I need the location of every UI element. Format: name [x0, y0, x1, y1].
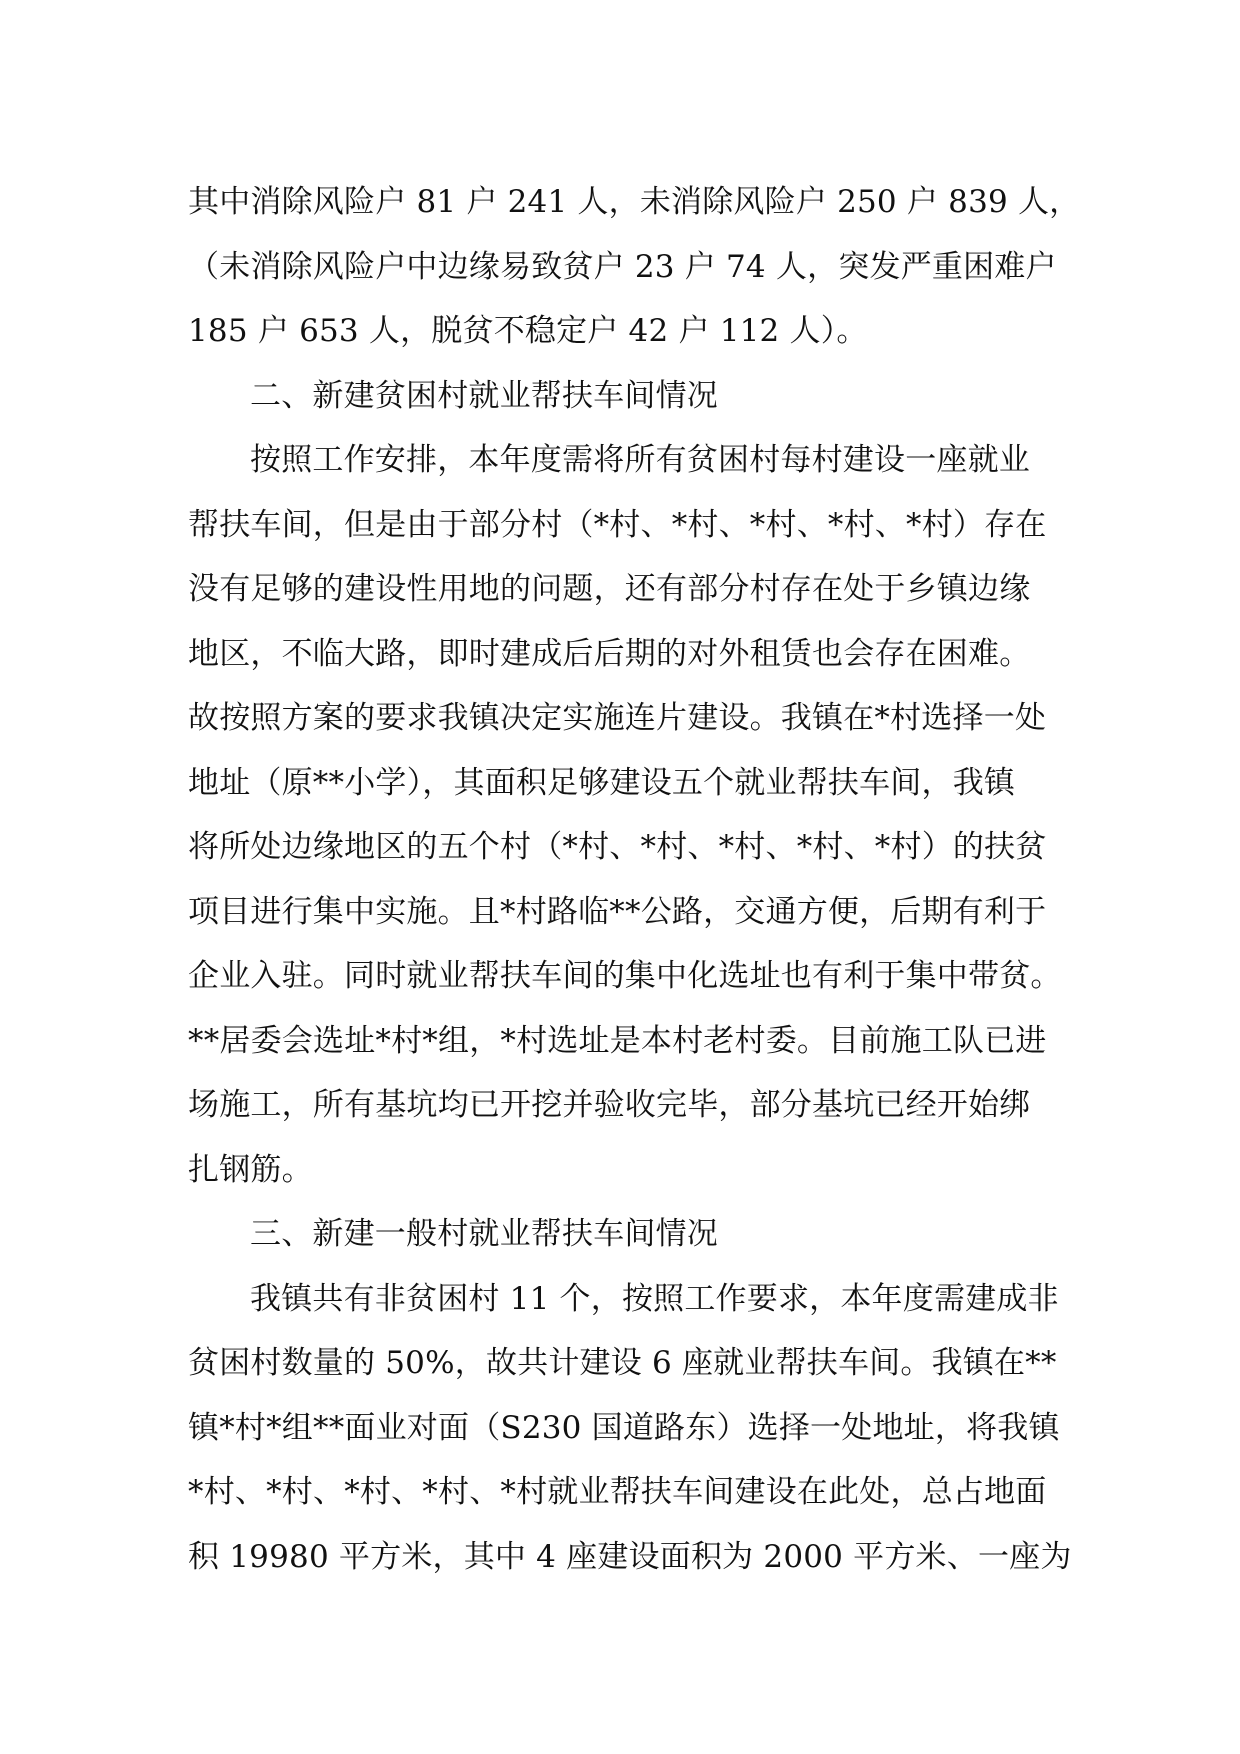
text-line: 我镇共有非贫困村 11 个，按照工作要求，本年度需建成非	[250, 1280, 1059, 1317]
text-line: 企业入驻。同时就业帮扶车间的集中化选址也有利于集中带贫。	[188, 958, 1062, 994]
text-line: 地区，不临大路，即时建成后后期的对外租赁也会存在困难。	[188, 635, 1031, 672]
text-line: 没有足够的建设性用地的问题，还有部分村存在处于乡镇边缘	[188, 571, 1031, 607]
text-line: 项目进行集中实施。且*村路临**公路，交通方便，后期有利于	[188, 893, 1047, 930]
text-line: 扎钢筋。	[188, 1151, 313, 1188]
text-line: 帮扶车间，但是由于部分村（*村、*村、*村、*村、*村）存在	[188, 506, 1047, 543]
text-line: （未消除风险户中边缘易致贫户 23 户 74 人，突发严重困难户	[188, 248, 1057, 285]
text-line: 地址（原**小学），其面积足够建设五个就业帮扶车间，我镇	[188, 764, 1016, 801]
text-line: **居委会选址*村*组，*村选址是本村老村委。目前施工队已进	[188, 1022, 1047, 1059]
document-body	[188, 170, 1081, 1589]
text-line: 积 19980 平方米，其中 4 座建设面积为 2000 平方米、一座为	[188, 1538, 1072, 1575]
text-line: 故按照方案的要求我镇决定实施连片建设。我镇在*村选择一处	[188, 700, 1047, 736]
text-line: 其中消除风险户 81 户 241 人，未消除风险户 250 户 839 人，	[188, 184, 1081, 220]
text-line: 场施工，所有基坑均已开挖并验收完毕，部分基坑已经开始绑	[188, 1087, 1031, 1123]
text-line: 185 户 653 人，脱贫不稳定户 42 户 112 人）。	[188, 313, 868, 349]
text-line: 按照工作安排，本年度需将所有贫困村每村建设一座就业	[250, 442, 1030, 478]
text-line: 贫困村数量的 50%，故共计建设 6 座就业帮扶车间。我镇在**	[188, 1345, 1057, 1381]
section-heading: 三、新建一般村就业帮扶车间情况	[250, 1216, 718, 1252]
section-heading: 二、新建贫困村就业帮扶车间情况	[250, 377, 718, 414]
text-line: 镇*村*组**面业对面（S230 国道路东）选择一处地址，将我镇	[188, 1409, 1060, 1446]
text-line: *村、*村、*村、*村、*村就业帮扶车间建设在此处，总占地面	[188, 1474, 1047, 1510]
text-line: 将所处边缘地区的五个村（*村、*村、*村、*村、*村）的扶贫	[188, 829, 1047, 865]
